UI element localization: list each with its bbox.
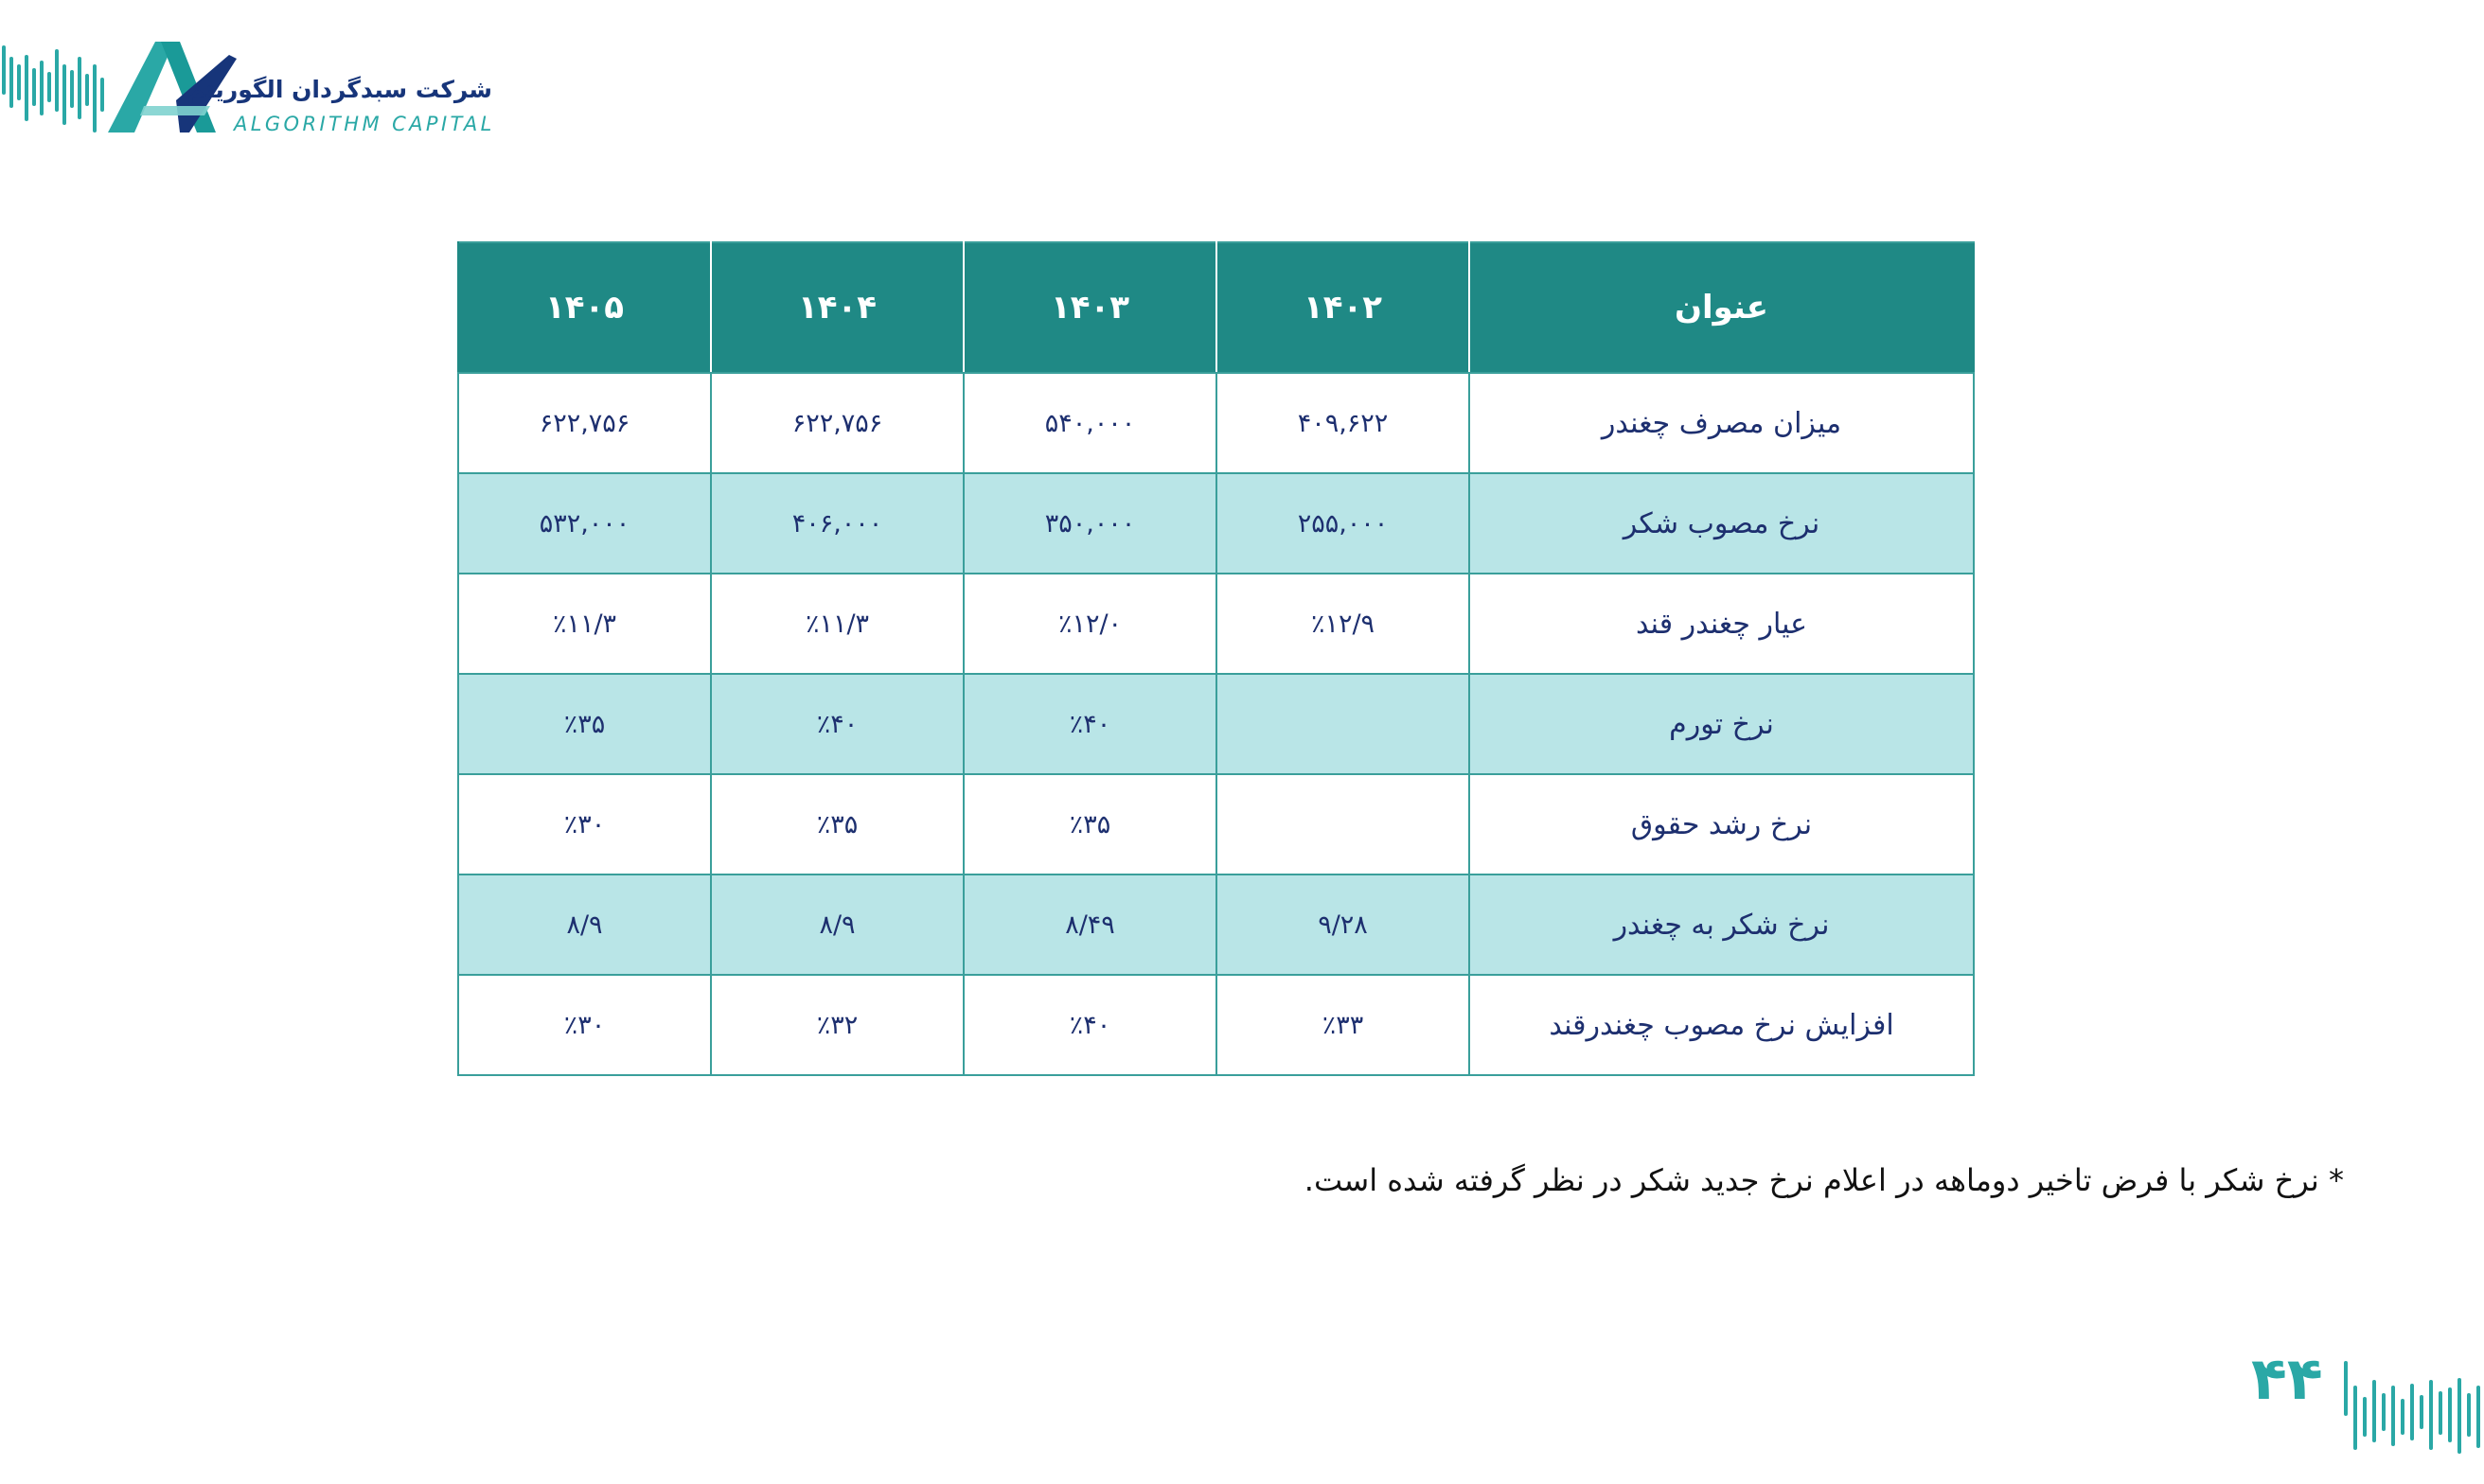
table-cell: ۸/۹ xyxy=(458,874,711,975)
header-year-1403: ۱۴۰۳ xyxy=(964,242,1216,373)
table-cell: ٪۱۲/۹ xyxy=(1216,574,1469,674)
table-cell xyxy=(1216,774,1469,874)
table-cell: ۴۰۶,۰۰۰ xyxy=(711,473,964,574)
table-cell: ٪۳۰ xyxy=(458,975,711,1075)
company-logo xyxy=(0,38,511,142)
table-cell: ۶۲۲,۷۵۶ xyxy=(458,373,711,473)
table-cell: ۵۴۰,۰۰۰ xyxy=(964,373,1216,473)
header-year-1404: ۱۴۰۴ xyxy=(711,242,964,373)
header-year-1405: ۱۴۰۵ xyxy=(458,242,711,373)
page-number: ۴۴ xyxy=(2251,1344,2323,1413)
forecast-table-container xyxy=(457,241,1973,1076)
row-label: نرخ شکر به چغندر xyxy=(1469,874,1974,975)
table-cell: ٪۳۵ xyxy=(458,674,711,774)
header-title: عنوان xyxy=(1469,242,1974,373)
table-cell: ٪۳۲ xyxy=(711,975,964,1075)
table-row xyxy=(458,373,1974,473)
footer-wave-bars-icon xyxy=(2340,1353,2484,1458)
row-label: عیار چغندر قند xyxy=(1469,574,1974,674)
table-cell: ٪۴۰ xyxy=(964,975,1216,1075)
table-row xyxy=(458,473,1974,574)
table-cell: ٪۳۵ xyxy=(964,774,1216,874)
row-label: نرخ تورم xyxy=(1469,674,1974,774)
table-row xyxy=(458,774,1974,874)
table-cell: ٪۴۰ xyxy=(711,674,964,774)
table-row xyxy=(458,674,1974,774)
table-cell: ۸/۹ xyxy=(711,874,964,975)
forecast-table xyxy=(457,241,1975,1076)
table-cell: ۲۵۵,۰۰۰ xyxy=(1216,473,1469,574)
header-year-1402: ۱۴۰۲ xyxy=(1216,242,1469,373)
table-row xyxy=(458,874,1974,975)
table-cell: ۶۲۲,۷۵۶ xyxy=(711,373,964,473)
table-row xyxy=(458,574,1974,674)
table-cell: ۸/۴۹ xyxy=(964,874,1216,975)
table-cell: ٪۱۱/۳ xyxy=(711,574,964,674)
row-label: میزان مصرف چغندر xyxy=(1469,373,1974,473)
company-name-persian: شرکت سبدگردان الگوریتم xyxy=(186,76,492,103)
table-cell: ٪۱۲/۰ xyxy=(964,574,1216,674)
table-cell: ٪۳۰ xyxy=(458,774,711,874)
table-cell xyxy=(1216,674,1469,774)
row-label: نرخ مصوب شکر xyxy=(1469,473,1974,574)
table-row xyxy=(458,975,1974,1075)
table-cell: ٪۳۵ xyxy=(711,774,964,874)
table-cell: ۳۵۰,۰۰۰ xyxy=(964,473,1216,574)
table-cell: ۵۳۲,۰۰۰ xyxy=(458,473,711,574)
table-cell: ٪۱۱/۳ xyxy=(458,574,711,674)
row-label: افزایش نرخ مصوب چغندرقند xyxy=(1469,975,1974,1075)
row-label: نرخ رشد حقوق xyxy=(1469,774,1974,874)
table-header-row xyxy=(458,242,1974,373)
table-cell: ٪۳۳ xyxy=(1216,975,1469,1075)
company-name-english: ALGORITHM CAPITAL xyxy=(234,113,495,135)
footnote: * نرخ شکر با فرض تاخیر دوماهه در اعلام نرخ جدید شکر در نظر گرفته شده است. xyxy=(1304,1162,2344,1198)
logo-wave-bars-icon xyxy=(0,38,109,142)
table-cell: ٪۴۰ xyxy=(964,674,1216,774)
table-cell: ۴۰۹,۶۲۲ xyxy=(1216,373,1469,473)
table-cell: ۹/۲۸ xyxy=(1216,874,1469,975)
